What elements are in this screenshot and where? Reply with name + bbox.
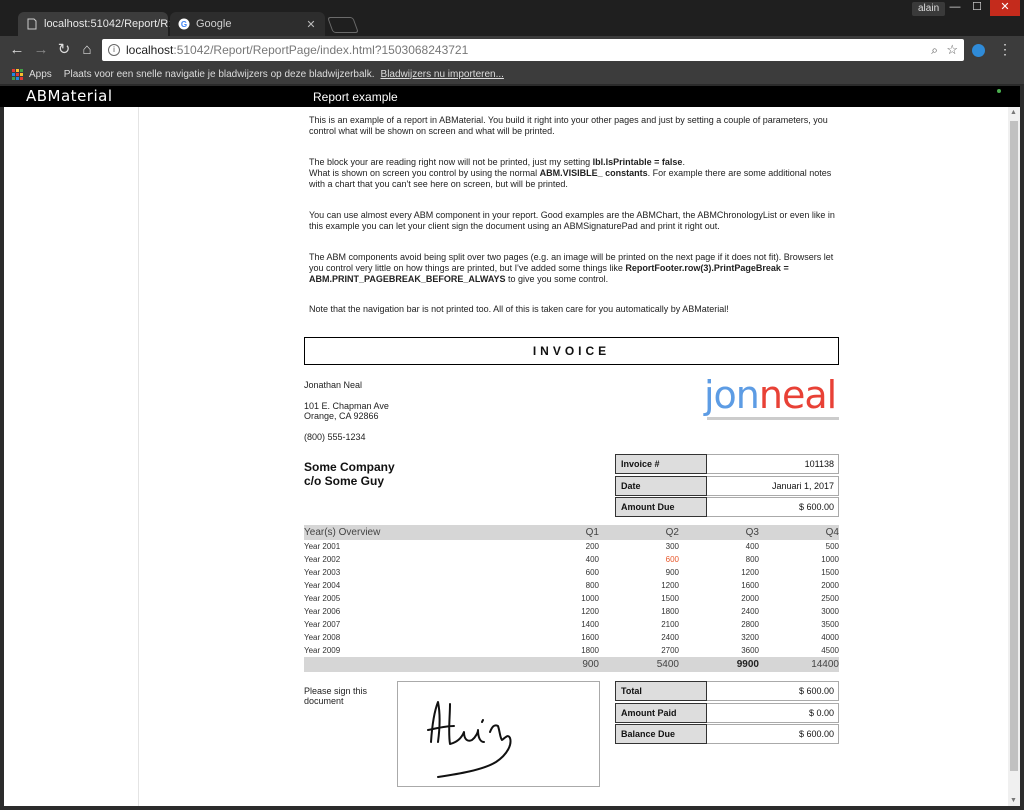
page-icon: [26, 18, 38, 30]
row-cell: 2000: [741, 594, 759, 603]
url-host: localhost: [126, 43, 174, 57]
row-label: Year 2009: [304, 646, 341, 655]
meta-value: 101138: [707, 454, 839, 474]
new-tab-button[interactable]: [327, 17, 359, 33]
intro-paragraph-5: Note that the navigation bar is not printed too. All of this is taken care for you automatically by ABMaterial!: [309, 304, 729, 314]
totals-label: Total: [615, 681, 707, 701]
row-cell: 2400: [661, 633, 679, 642]
row-cell: 3000: [821, 607, 839, 616]
bookmarks-bar: [0, 64, 1024, 85]
invoice-heading: INVOICE: [304, 337, 839, 365]
intro-paragraph-3: You can use almost every ABM component in your report. Good examples are the ABMChart, the ABMChronologyList or even like in this example you can let your client sign the document using an ABMSignaturePad and print it right out.: [309, 210, 835, 231]
import-bookmarks-link[interactable]: Bladwijzers nu importeren...: [380, 68, 504, 80]
meta-row-date: [615, 476, 839, 496]
code-text: ABM.VISIBLE_ constants: [539, 168, 648, 178]
intro-paragraph-2: [309, 157, 839, 190]
row-label: Year 2005: [304, 594, 341, 603]
tab-close-icon[interactable]: ✕: [306, 18, 316, 31]
total-cell: 5400: [656, 659, 679, 670]
sidebar-divider: [138, 107, 139, 806]
text: .: [682, 157, 685, 167]
page-title: Report example: [313, 90, 398, 104]
meta-label: Amount Due: [615, 497, 707, 517]
table-row: [304, 618, 839, 631]
row-cell: 1000: [821, 555, 839, 564]
row-cell: 1500: [661, 594, 679, 603]
table-row: [304, 605, 839, 618]
table-totals-row: [304, 657, 839, 672]
text: The block your are reading right now will not be printed, just my setting: [309, 157, 593, 167]
row-cell: 800: [585, 581, 599, 590]
table-row: [304, 592, 839, 605]
sender-street: 101 E. Chapman Ave: [304, 401, 389, 411]
apps-link[interactable]: Apps: [29, 68, 52, 80]
row-cell: 2700: [661, 646, 679, 655]
sender-city: Orange, CA 92866: [304, 411, 379, 421]
tab-title: Google: [196, 18, 232, 30]
app-navbar: [0, 86, 1020, 107]
sender-name: Jonathan Neal: [304, 380, 363, 390]
row-cell: 600: [665, 555, 679, 564]
row-cell: 500: [825, 542, 839, 551]
header-cell: Q2: [665, 527, 679, 538]
row-label: Year 2002: [304, 555, 341, 564]
home-icon[interactable]: ⌂: [82, 41, 92, 58]
row-cell: 4000: [821, 633, 839, 642]
row-cell: 2000: [821, 581, 839, 590]
tab-google[interactable]: [170, 12, 325, 36]
company-name: Some Company: [304, 460, 395, 474]
header-cell: Year(s) Overview: [304, 527, 381, 538]
totals-row-balance-due: [615, 724, 839, 744]
close-window-button[interactable]: ✕: [990, 0, 1020, 16]
row-cell: 3600: [741, 646, 759, 655]
company-logo: [704, 375, 836, 415]
row-cell: 1400: [581, 620, 599, 629]
row-cell: 400: [745, 542, 759, 551]
row-label: Year 2008: [304, 633, 341, 642]
row-label: Year 2006: [304, 607, 341, 616]
row-cell: 600: [585, 568, 599, 577]
maximize-button[interactable]: ☐: [972, 1, 982, 13]
menu-icon[interactable]: ⋮: [998, 41, 1012, 57]
totals-row-amount-paid: [615, 703, 839, 723]
header-cell: Q1: [585, 527, 599, 538]
logo-part: neal: [758, 373, 837, 417]
billing-company: [304, 460, 395, 488]
apps-icon[interactable]: [12, 69, 23, 80]
logo-part: jon: [704, 373, 759, 417]
row-cell: 1800: [581, 646, 599, 655]
totals-label: Balance Due: [615, 724, 707, 744]
scroll-up-icon[interactable]: ▲: [1010, 109, 1017, 116]
forward-arrow-icon[interactable]: →: [33, 41, 49, 58]
info-icon[interactable]: i: [108, 44, 120, 56]
row-cell: 3500: [821, 620, 839, 629]
table-row: [304, 631, 839, 644]
row-cell: 900: [665, 568, 679, 577]
row-cell: 1200: [741, 568, 759, 577]
tab-title: localhost:51042/Report/R: [44, 18, 169, 30]
url-path: :51042/Report/ReportPage/index.html?1503068243721: [173, 43, 469, 57]
row-cell: 1500: [821, 568, 839, 577]
intro-paragraph-4: [309, 252, 839, 285]
row-cell: 200: [585, 542, 599, 551]
meta-value: Januari 1, 2017: [707, 476, 839, 496]
app-logo[interactable]: ABMaterial: [26, 87, 113, 105]
row-label: Year 2003: [304, 568, 341, 577]
total-cell: 14400: [811, 659, 839, 670]
totals-value: $ 600.00: [707, 681, 839, 701]
status-indicator: [997, 89, 1001, 93]
total-cell: 9900: [736, 659, 759, 670]
table-body: [304, 540, 839, 657]
text: The ABM components avoid being split over two pages (e.g. an image will be printed on the next page if it does not fit). Browsers let you control very little on how things are printed, but I've added some things like: [309, 252, 834, 273]
profile-button[interactable]: alain: [912, 2, 945, 16]
table-row: [304, 553, 839, 566]
code-text: lbl.IsPrintable = false: [592, 157, 683, 167]
zoom-icon[interactable]: ⌕: [931, 42, 938, 57]
row-cell: 1600: [581, 633, 599, 642]
row-cell: 2400: [741, 607, 759, 616]
row-cell: 1200: [581, 607, 599, 616]
tab-report[interactable]: [18, 12, 168, 36]
svg-text:G: G: [180, 20, 188, 29]
row-cell: 2500: [821, 594, 839, 603]
row-cell: 300: [665, 542, 679, 551]
row-cell: 800: [745, 555, 759, 564]
totals-value: $ 600.00: [707, 724, 839, 744]
bookmark-star-icon[interactable]: ☆: [946, 42, 958, 57]
total-cell: 900: [582, 659, 599, 670]
table-row: [304, 579, 839, 592]
minimize-button[interactable]: —: [949, 1, 961, 13]
report-page: [4, 107, 1008, 806]
table-header: [304, 525, 839, 540]
intro-paragraph-1: This is an example of a report in ABMaterial. You build it right into your other pages and just by setting a couple of parameters, you control what will be shown on screen and what will be printed.: [309, 115, 828, 136]
signature-drawing: [398, 682, 601, 788]
signature-pad[interactable]: [397, 681, 600, 787]
sign-prompt: Please sign this document: [304, 686, 368, 706]
logo-underline: [707, 417, 839, 420]
row-cell: 1800: [661, 607, 679, 616]
table-row: [304, 644, 839, 657]
meta-row-invoice: [615, 454, 839, 474]
header-cell: Q4: [825, 527, 839, 538]
row-cell: 4500: [821, 646, 839, 655]
row-cell: 1000: [581, 594, 599, 603]
extension-icon[interactable]: [972, 44, 985, 57]
row-label: Year 2007: [304, 620, 341, 629]
back-arrow-icon[interactable]: ←: [9, 41, 25, 58]
company-contact: c/o Some Guy: [304, 474, 385, 488]
page-scrollbar[interactable]: [1008, 107, 1020, 806]
row-cell: 3200: [741, 633, 759, 642]
header-cell: Q3: [745, 527, 759, 538]
totals-value: $ 0.00: [707, 703, 839, 723]
reload-icon[interactable]: ↻: [57, 41, 71, 58]
row-cell: 1600: [741, 581, 759, 590]
google-icon: [178, 18, 190, 30]
text: What is shown on screen you control by using the normal: [309, 168, 540, 178]
code-text: ReportFooter.row(3).PrintPageBreak = ABM.PRINT_PAGEBREAK_BEFORE_ALWAYS: [309, 263, 789, 284]
table-row: [304, 566, 839, 579]
browser-titlebar: [0, 0, 1024, 36]
table-row: [304, 540, 839, 553]
scroll-down-icon[interactable]: ▼: [1010, 797, 1017, 804]
meta-label: Date: [615, 476, 707, 496]
row-label: Year 2004: [304, 581, 341, 590]
totals-label: Amount Paid: [615, 703, 707, 723]
text: . For example there are some additional notes with a chart that you can't see here on screen, but will be printed.: [309, 168, 832, 189]
row-cell: 1200: [661, 581, 679, 590]
year-overview-table: [304, 525, 839, 672]
row-cell: 400: [585, 555, 599, 564]
totals-row-total: [615, 681, 839, 701]
browser-toolbar: [0, 36, 1024, 64]
row-cell: 2100: [661, 620, 679, 629]
scroll-thumb[interactable]: [1010, 121, 1018, 771]
meta-value: $ 600.00: [707, 497, 839, 517]
text: to give you some control.: [505, 274, 609, 284]
row-cell: 2800: [741, 620, 759, 629]
bookmarks-prompt: Plaats voor een snelle navigatie je bladwijzers op deze bladwijzerbalk.: [63, 68, 375, 80]
address-bar[interactable]: [102, 39, 964, 61]
sender-phone: (800) 555-1234: [304, 432, 366, 442]
meta-label: Invoice #: [615, 454, 707, 474]
meta-row-amount-due: [615, 497, 839, 517]
row-label: Year 2001: [304, 542, 341, 551]
